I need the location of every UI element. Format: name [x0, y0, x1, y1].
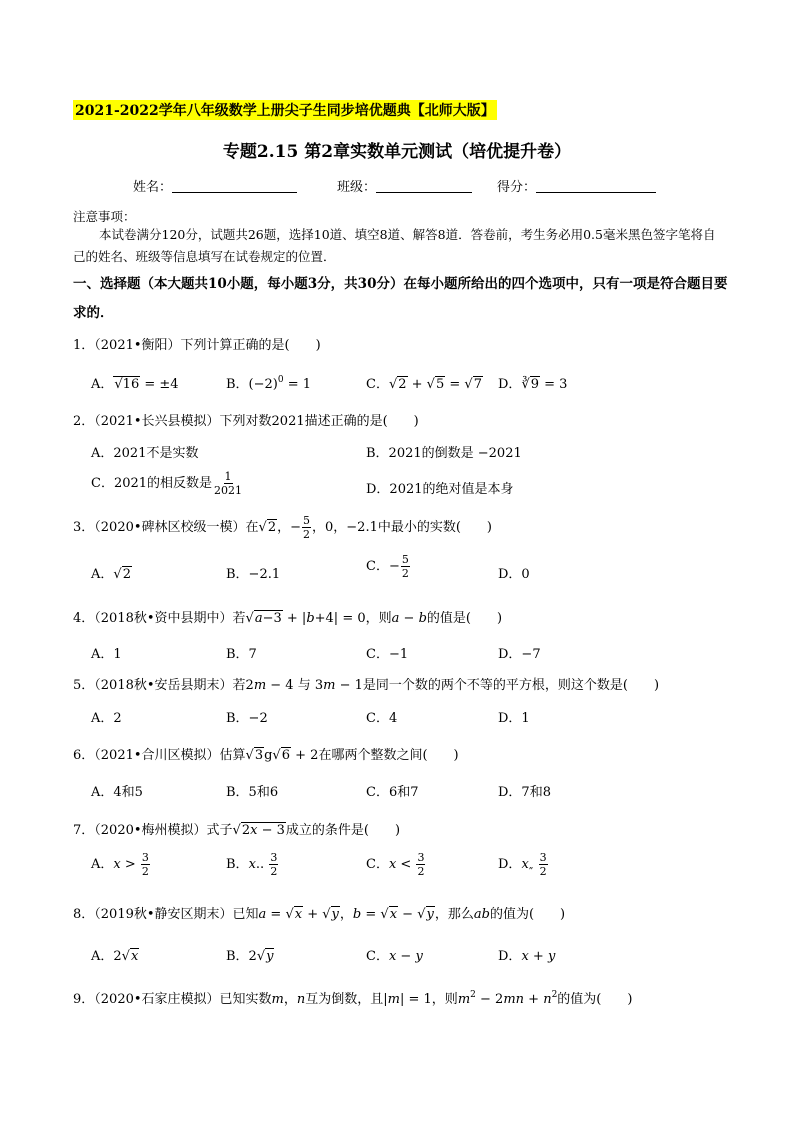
question-5-stem: 5．（2018秋•安岳县期末）若2m − 4 与 3m − 1是同一个数的两个不等的平方根，则这个数是( ) [73, 678, 660, 693]
notes-heading: 注意事项： [73, 209, 136, 224]
q6-option-a[interactable]: A．4和5 [91, 785, 143, 800]
score-label: 得分： [497, 180, 537, 195]
q3-option-b[interactable]: B．−2.1 [226, 567, 281, 582]
q8-option-b[interactable]: B．2√y [226, 949, 274, 964]
question-6-stem: 6．（2021•合川区模拟）估算√3g√6 + 2在哪两个整数之间( ) [73, 748, 459, 763]
series-title: 2021-2022学年八年级数学上册尖子生同步培优题典【北师大版】 [73, 100, 497, 120]
q5-option-b[interactable]: B．−2 [226, 711, 268, 726]
question-4-stem: 4．（2018秋•资中县期中）若√a−3 + |b+4| = 0，则a − b的值是( ) [73, 611, 503, 626]
q2-option-d[interactable]: D．2021的绝对值是本身 [366, 482, 514, 497]
q7-option-b[interactable]: B．x.. $\frac{3}{2}$ [226, 851, 278, 878]
class-label: 班级： [337, 180, 377, 195]
q4-option-d[interactable]: D．−7 [498, 647, 541, 662]
question-8-stem: 8．（2019秋•静安区期末）已知a = √x + √y，b = √x − √y，那么ab的值为( ) [73, 907, 566, 922]
question-9-stem: 9．（2020•石家庄模拟）已知实数m，n互为倒数，且|m| = 1，则$m^2 - 2mn + n^2$的值为( ) [73, 990, 633, 1007]
score-blank[interactable] [536, 179, 656, 193]
q8-option-d[interactable]: D．x + y [498, 949, 556, 964]
q2-option-c[interactable] [91, 470, 244, 497]
score-field[interactable] [497, 176, 656, 195]
q2-option-c-fraction: $\frac{1}{2021}$ [214, 470, 243, 497]
q1-option-a[interactable]: A．√16 = ±4 [91, 377, 179, 392]
q4-option-b[interactable]: B．7 [226, 647, 257, 662]
q5-option-d[interactable]: D．1 [498, 711, 530, 726]
q2-option-c-text: C．2021的相反数是 [91, 476, 213, 491]
question-3-stem: 3．（2020•碑林区校级一模）在√2，− $\frac{5}{2}$ ，0，−2.1中最小的实数( ) [73, 514, 492, 541]
q2-option-a[interactable]: A．2021不是实数 [91, 446, 199, 461]
name-field[interactable] [133, 176, 297, 195]
q3-option-a[interactable]: A．√2 [91, 567, 131, 582]
q5-option-c[interactable]: C．4 [366, 711, 398, 726]
question-2-stem: 2．（2021•长兴县模拟）下列对数2021描述正确的是( ) [73, 414, 419, 429]
q8-option-a[interactable]: A．2√x [91, 949, 139, 964]
section-heading: 一、选择题（本大题共10小题，每小题3分，共30分）在每小题所给出的四个选项中，只有一项是符合题目要求的． [73, 276, 728, 321]
q8-option-c[interactable]: C．x − y [366, 949, 423, 964]
q4-option-a[interactable]: A．1 [91, 647, 122, 662]
name-label: 姓名： [133, 180, 173, 195]
question-7-stem: 7．（2020•梅州模拟）式子√2x − 3成立的条件是( ) [73, 823, 401, 838]
doc-title: 专题2.15 第2章实数单元测试（培优提升卷） [222, 142, 572, 162]
q6-option-b[interactable]: B．5和6 [226, 785, 279, 800]
q6-option-d[interactable]: D．7和8 [498, 785, 551, 800]
q3-option-d[interactable]: D．0 [498, 567, 530, 582]
q7-option-a[interactable]: A．x > $\frac{3}{2}$ [91, 851, 149, 878]
q7-option-d[interactable]: D．x„ $\frac{3}{2}$ [498, 851, 547, 878]
question-1-stem: 1．（2021•衡阳）下列计算正确的是( ) [73, 338, 321, 353]
q7-option-c[interactable]: C．x < $\frac{3}{2}$ [366, 851, 425, 878]
class-blank[interactable] [376, 179, 472, 193]
name-blank[interactable] [172, 179, 297, 193]
q3-option-c[interactable]: C．− $\frac{5}{2}$ [366, 553, 409, 580]
class-field[interactable] [337, 176, 472, 195]
q4-option-c[interactable]: C．−1 [366, 647, 409, 662]
notes-body: 本试卷满分120分，试题共26题，选择10道、填空8道、解答8道．答卷前，考生务必用0.5毫米黑色签字笔将自己的姓名、班级等信息填写在试卷规定的位置． [73, 227, 716, 264]
q5-option-a[interactable]: A．2 [91, 711, 122, 726]
q1-option-c[interactable]: C．√2 + √5 = √7 [366, 377, 482, 392]
q2-option-b[interactable]: B．2021的倒数是 −2021 [366, 446, 522, 461]
q1-option-d[interactable]: D．∛9 = 3 [498, 377, 568, 392]
q1-option-b[interactable]: B．$(-2)^0 = 1$ [226, 375, 312, 392]
q6-option-c[interactable]: C．6和7 [366, 785, 419, 800]
